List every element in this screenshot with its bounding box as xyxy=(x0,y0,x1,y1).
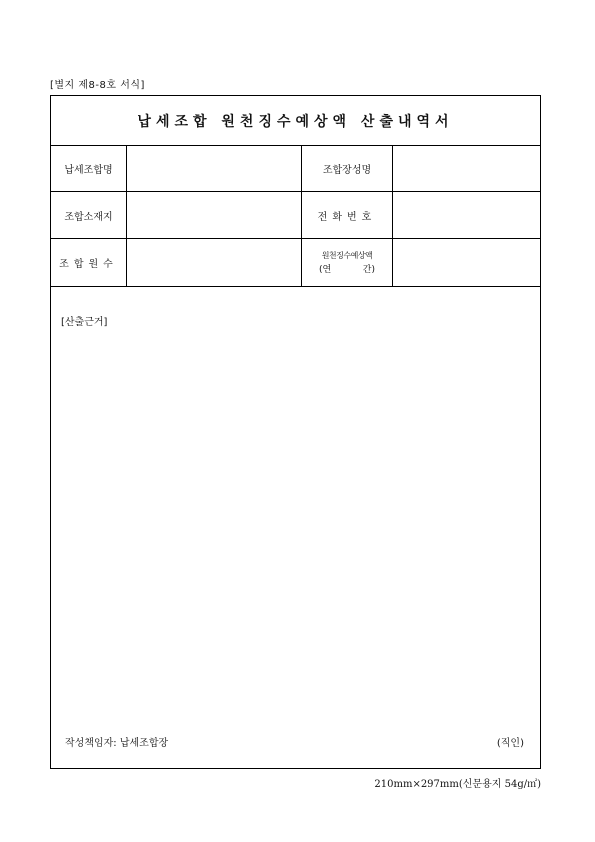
union-name-label: 납세조합명 xyxy=(51,146,127,191)
withholding-label-line1: 원천징수예상액 xyxy=(321,250,373,260)
info-row-address xyxy=(51,192,540,239)
annual-open: (연 xyxy=(319,264,332,275)
preparer-line: 작성책임자: 납세조합장 xyxy=(65,738,169,749)
paper-spec: 210mm×297mm(신문용지 54g/㎡) xyxy=(374,779,541,790)
title-row xyxy=(51,96,540,146)
annual-close: 간) xyxy=(362,264,375,275)
phone-label: 전화번호 xyxy=(302,192,393,238)
withholding-label-line2 xyxy=(319,263,375,278)
member-count-field[interactable] xyxy=(127,239,302,286)
form-title: 납세조합 원천징수예상액 산출내역서 xyxy=(137,113,454,130)
union-name-field[interactable] xyxy=(127,146,302,191)
member-count-label: 조합원수 xyxy=(51,239,127,286)
chief-name-field[interactable] xyxy=(393,146,540,191)
form-number: [별지 제8-8호 서식] xyxy=(50,80,145,91)
chief-name-label: 조합장성명 xyxy=(302,146,393,191)
phone-field[interactable] xyxy=(393,192,540,238)
info-row-union xyxy=(51,146,540,192)
report-form xyxy=(50,95,541,769)
seal-mark: (직인) xyxy=(496,738,524,749)
withholding-estimate-label xyxy=(302,239,393,286)
withholding-estimate-field[interactable] xyxy=(393,239,540,286)
info-row-members xyxy=(51,239,540,287)
calculation-basis-label: [산출근거] xyxy=(61,317,108,328)
union-address-field[interactable] xyxy=(127,192,302,238)
union-address-label: 조합소재지 xyxy=(51,192,127,238)
